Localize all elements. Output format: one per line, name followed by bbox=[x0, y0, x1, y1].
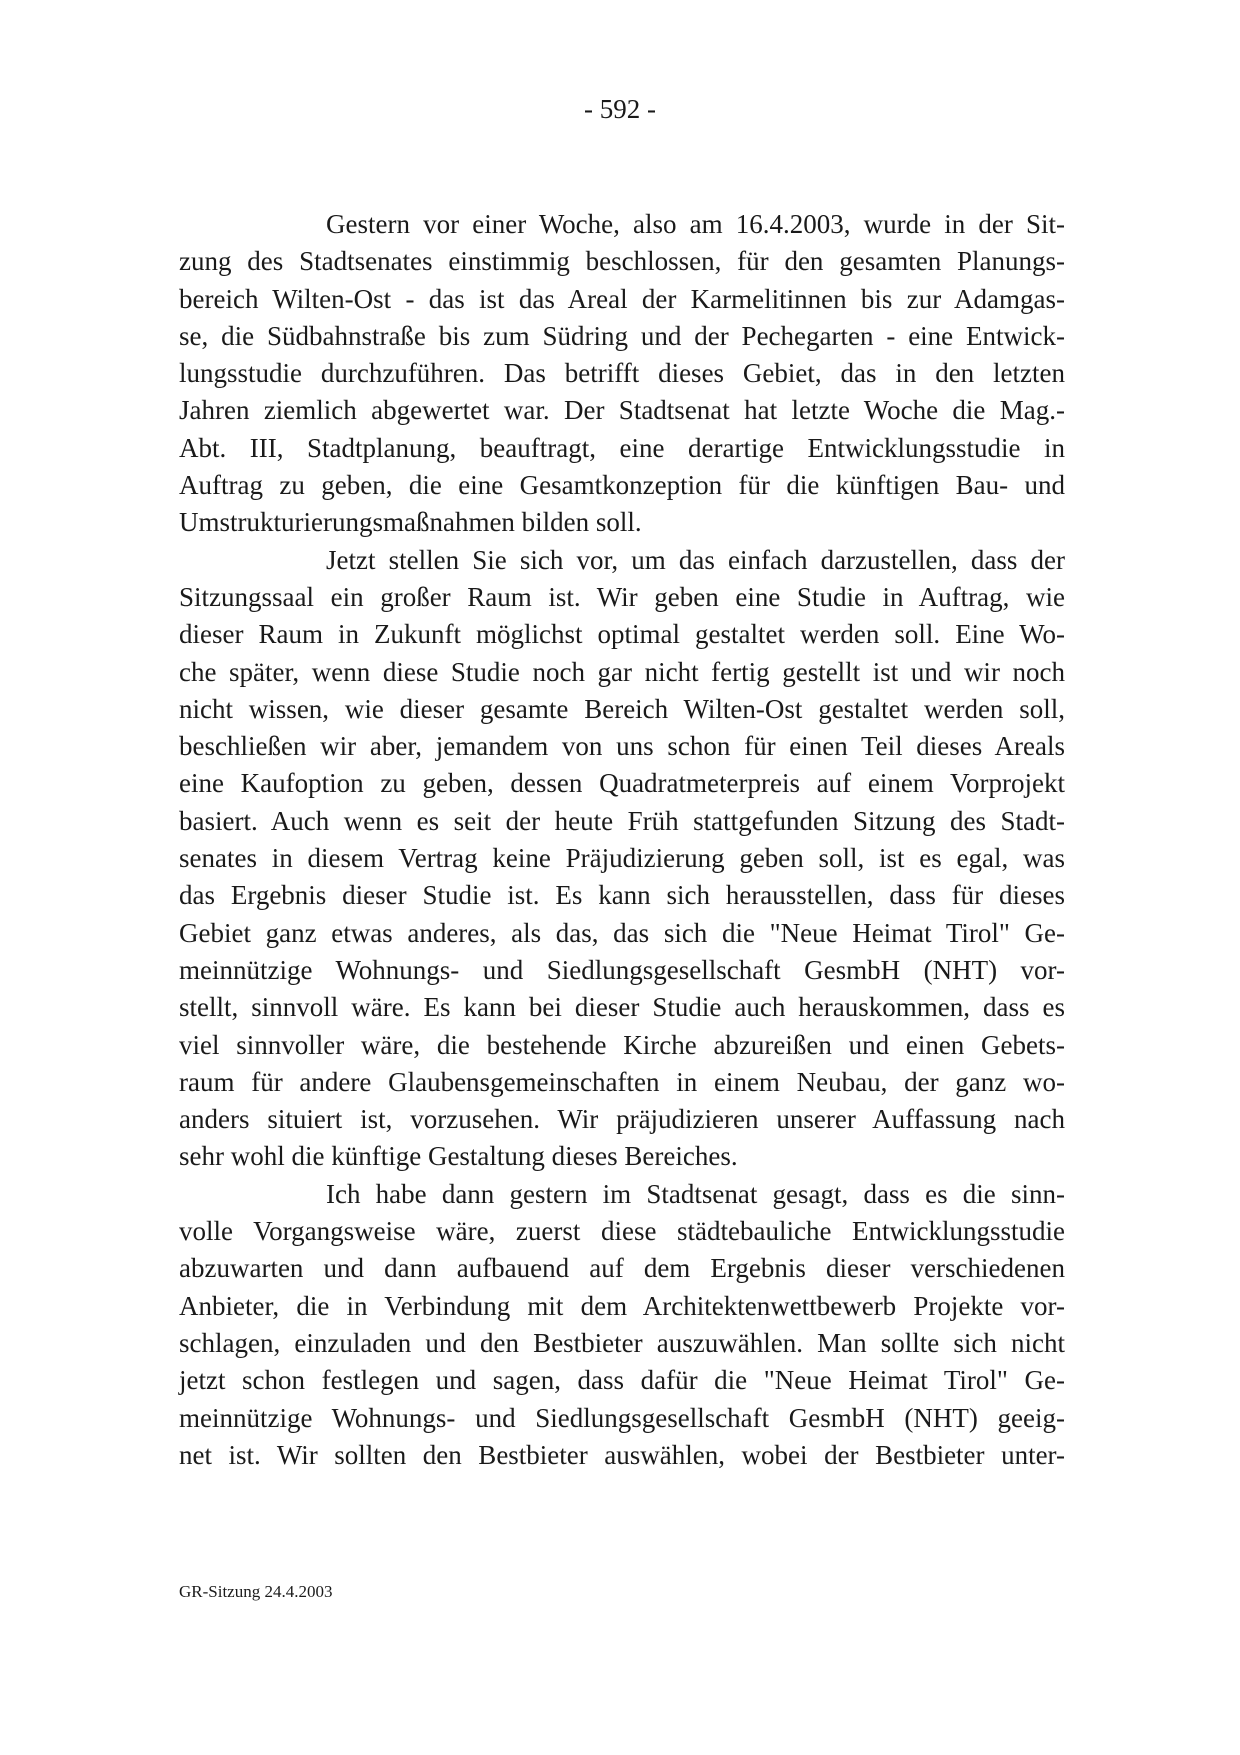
text-line: basiert. Auch wenn es seit der heute Früh stattgefunden Sitzung des Stadt- bbox=[179, 805, 1065, 836]
text-line: bereich Wilten-Ost - das ist das Areal der Karmelitinnen bis zur Adamgas- bbox=[179, 283, 1065, 314]
body-text bbox=[179, 206, 1065, 1474]
text-line: nicht wissen, wie dieser gesamte Bereich Wilten-Ost gestaltet werden soll, bbox=[179, 693, 1065, 724]
text-line: che später, wenn diese Studie noch gar nicht fertig gestellt ist und wir noch bbox=[179, 656, 1065, 687]
text-line: senates in diesem Vertrag keine Präjudizierung geben soll, ist es egal, was bbox=[179, 843, 1065, 874]
text-line: Gebiet ganz etwas anderes, als das, das sich die "Neue Heimat Tirol" Ge- bbox=[179, 917, 1065, 948]
text-line: Umstrukturierungsmaßnahmen bilden soll. bbox=[179, 507, 642, 538]
text-line: Jahren ziemlich abgewertet war. Der Stadtsenat hat letzte Woche die Mag.- bbox=[179, 395, 1065, 426]
text-line: sehr wohl die künftige Gestaltung dieses Bereiches. bbox=[179, 1141, 738, 1172]
text-line: Abt. III, Stadtplanung, beauftragt, eine derartige Entwicklungsstudie in bbox=[179, 432, 1065, 463]
text-line: raum für andere Glaubensgemeinschaften in einem Neubau, der ganz wo- bbox=[179, 1066, 1065, 1097]
text-line: anders situiert ist, vorzusehen. Wir präjudizieren unserer Auffassung nach bbox=[179, 1104, 1065, 1135]
text-line: eine Kaufoption zu geben, dessen Quadratmeterpreis auf einem Vorprojekt bbox=[179, 768, 1065, 799]
text-line: schlagen, einzuladen und den Bestbieter auszuwählen. Man sollte sich nicht bbox=[179, 1327, 1065, 1358]
text-line: Ich habe dann gestern im Stadtsenat gesagt, dass es die sinn- bbox=[326, 1178, 1065, 1209]
text-line: jetzt schon festlegen und sagen, dass dafür die "Neue Heimat Tirol" Ge- bbox=[179, 1365, 1065, 1396]
text-line: beschließen wir aber, jemandem von uns schon für einen Teil dieses Areals bbox=[179, 731, 1065, 762]
text-line: zung des Stadtsenates einstimmig beschlossen, für den gesamten Planungs- bbox=[179, 246, 1065, 277]
text-line: meinnützige Wohnungs- und Siedlungsgesellschaft GesmbH (NHT) geeig- bbox=[179, 1402, 1065, 1433]
page-number: - 592 - bbox=[584, 94, 656, 124]
text-line: abzuwarten und dann aufbauend auf dem Ergebnis dieser verschiedenen bbox=[179, 1253, 1065, 1284]
text-line: lungsstudie durchzuführen. Das betrifft dieses Gebiet, das in den letzten bbox=[179, 358, 1065, 389]
text-line: stellt, sinnvoll wäre. Es kann bei dieser Studie auch herauskommen, dass es bbox=[179, 992, 1065, 1023]
text-line: meinnützige Wohnungs- und Siedlungsgesellschaft GesmbH (NHT) vor- bbox=[179, 954, 1065, 985]
text-line: se, die Südbahnstraße bis zum Südring und der Pechegarten - eine Entwick- bbox=[179, 320, 1065, 351]
text-line: Gestern vor einer Woche, also am 16.4.2003, wurde in der Sit- bbox=[326, 209, 1065, 239]
text-line: Jetzt stellen Sie sich vor, um das einfach darzustellen, dass der bbox=[326, 544, 1065, 575]
text-line: viel sinnvoller wäre, die bestehende Kirche abzureißen und einen Gebets- bbox=[179, 1029, 1065, 1060]
text-line: Anbieter, die in Verbindung mit dem Architektenwettbewerb Projekte vor- bbox=[179, 1290, 1065, 1321]
text-line: dieser Raum in Zukunft möglichst optimal gestaltet werden soll. Eine Wo- bbox=[179, 619, 1065, 650]
footer-session-date: GR-Sitzung 24.4.2003 bbox=[179, 1582, 333, 1601]
text-line: Sitzungssaal ein großer Raum ist. Wir geben eine Studie in Auftrag, wie bbox=[179, 581, 1065, 612]
text-line: das Ergebnis dieser Studie ist. Es kann sich herausstellen, dass für dieses bbox=[179, 880, 1065, 911]
text-line: volle Vorgangsweise wäre, zuerst diese städtebauliche Entwicklungsstudie bbox=[179, 1216, 1065, 1247]
text-line: Auftrag zu geben, die eine Gesamtkonzeption für die künftigen Bau- und bbox=[179, 470, 1065, 501]
text-line: net ist. Wir sollten den Bestbieter auswählen, wobei der Bestbieter unter- bbox=[179, 1439, 1065, 1470]
